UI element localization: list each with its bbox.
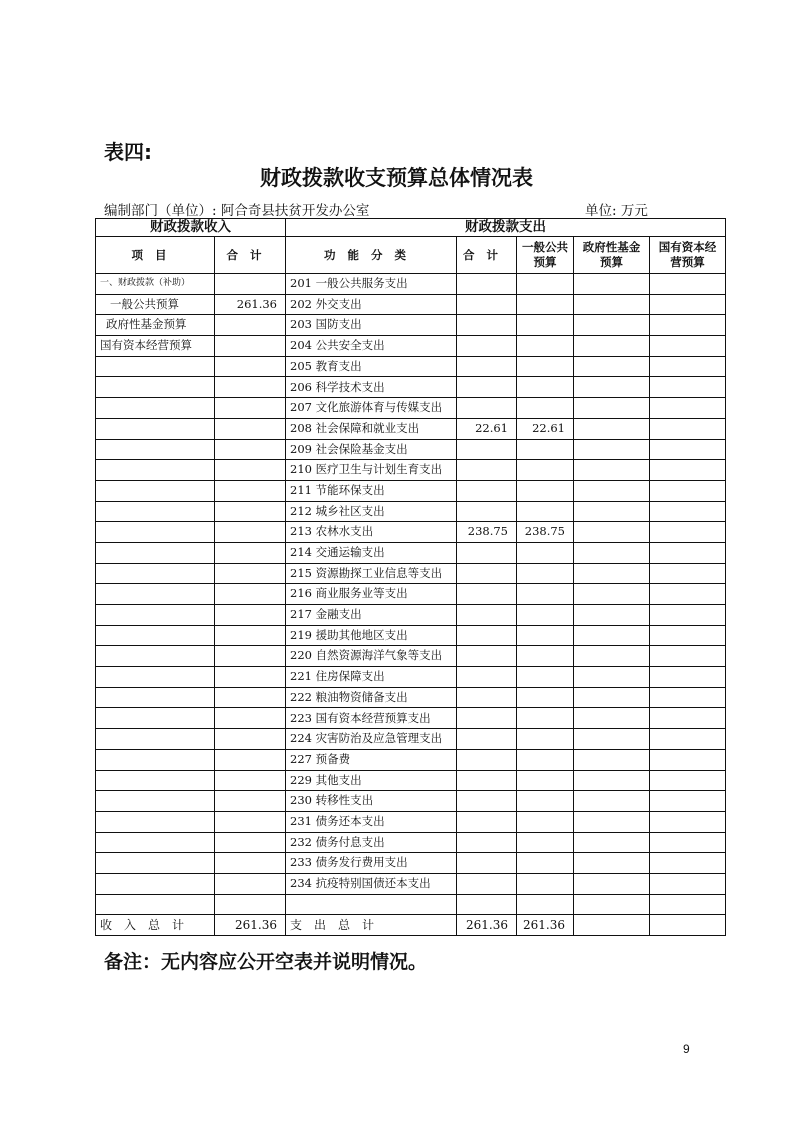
expense-fund-cell	[574, 584, 650, 605]
income-item-cell	[96, 811, 215, 832]
expense-category-cell: 211 节能环保支出	[286, 480, 457, 501]
expense-category-cell: 217 金融支出	[286, 605, 457, 626]
income-amount-cell	[215, 584, 286, 605]
expense-total-cell	[457, 873, 517, 894]
expense-fund-cell	[574, 460, 650, 481]
department-label: 编制部门（单位）: 阿合奇县扶贫开发办公室	[104, 203, 370, 219]
income-amount-cell	[215, 522, 286, 543]
income-amount-cell	[215, 439, 286, 460]
page-number: 9	[683, 1042, 690, 1056]
expense-general-cell	[517, 667, 574, 688]
expense-general-cell	[517, 460, 574, 481]
expense-general-cell	[517, 749, 574, 770]
expense-category-cell: 202 外交支出	[286, 294, 457, 315]
expense-fund-total-value	[574, 915, 650, 936]
expense-general-cell	[517, 542, 574, 563]
income-amount-cell	[215, 315, 286, 336]
expense-fund-cell	[574, 480, 650, 501]
income-amount-cell	[215, 749, 286, 770]
income-item-cell	[96, 439, 215, 460]
expense-category-cell: 230 转移性支出	[286, 791, 457, 812]
expense-total-cell	[457, 274, 517, 295]
expense-total-cell	[457, 894, 517, 915]
expense-total-cell	[457, 315, 517, 336]
expense-category-cell: 207 文化旅游体育与传媒支出	[286, 398, 457, 419]
expense-fund-cell	[574, 832, 650, 853]
expense-general-cell	[517, 439, 574, 460]
table-row	[96, 584, 726, 605]
income-amount-cell	[215, 894, 286, 915]
expense-total-cell	[457, 687, 517, 708]
expense-soe-cell	[650, 708, 726, 729]
expense-total-value: 261.36	[457, 915, 517, 936]
income-amount-cell	[215, 542, 286, 563]
header-category: 功能分类	[286, 237, 457, 274]
expense-soe-cell	[650, 480, 726, 501]
table-row	[96, 274, 726, 295]
income-amount-cell	[215, 501, 286, 522]
expense-category-cell: 229 其他支出	[286, 770, 457, 791]
income-item-cell	[96, 708, 215, 729]
expense-total-cell	[457, 811, 517, 832]
table-row	[96, 770, 726, 791]
expense-category-cell: 208 社会保障和就业支出	[286, 418, 457, 439]
expense-total-cell	[457, 625, 517, 646]
expense-category-cell: 210 医疗卫生与计划生育支出	[286, 460, 457, 481]
expense-total-cell	[457, 501, 517, 522]
expense-soe-cell	[650, 418, 726, 439]
expense-general-cell	[517, 729, 574, 750]
expense-soe-cell	[650, 832, 726, 853]
expense-general-cell	[517, 894, 574, 915]
footnote: 备注：无内容应公开空表并说明情况。	[104, 951, 428, 973]
header-income-total: 合计	[215, 237, 286, 274]
income-item-cell	[96, 687, 215, 708]
expense-fund-cell	[574, 439, 650, 460]
table-row	[96, 749, 726, 770]
table-row	[96, 418, 726, 439]
income-amount-cell	[215, 646, 286, 667]
totals-row	[96, 915, 726, 936]
expense-general-cell	[517, 584, 574, 605]
expense-soe-cell	[650, 460, 726, 481]
expense-fund-cell	[574, 377, 650, 398]
expense-total-cell	[457, 749, 517, 770]
income-item-cell	[96, 791, 215, 812]
income-amount-cell	[215, 274, 286, 295]
table-row	[96, 708, 726, 729]
table-row	[96, 460, 726, 481]
income-amount-cell	[215, 460, 286, 481]
expense-category-cell: 221 住房保障支出	[286, 667, 457, 688]
expense-fund-cell	[574, 336, 650, 357]
expense-general-cell: 238.75	[517, 522, 574, 543]
expense-total-cell	[457, 356, 517, 377]
income-item-cell	[96, 832, 215, 853]
expense-general-cell	[517, 873, 574, 894]
expense-soe-cell	[650, 315, 726, 336]
table-row	[96, 729, 726, 750]
expense-soe-cell	[650, 749, 726, 770]
expense-general-cell	[517, 501, 574, 522]
table-row	[96, 811, 726, 832]
expense-fund-cell	[574, 274, 650, 295]
expense-fund-cell	[574, 563, 650, 584]
expense-general-cell	[517, 398, 574, 419]
expense-total-cell	[457, 460, 517, 481]
expense-total-cell	[457, 480, 517, 501]
table-row	[96, 336, 726, 357]
expense-general-cell	[517, 791, 574, 812]
expense-soe-cell	[650, 377, 726, 398]
income-amount-cell	[215, 605, 286, 626]
expense-category-cell: 205 教育支出	[286, 356, 457, 377]
income-item-cell: 一、财政拨款（补助）	[96, 274, 215, 295]
expense-soe-cell	[650, 770, 726, 791]
expense-soe-cell	[650, 501, 726, 522]
expense-total-cell: 238.75	[457, 522, 517, 543]
expense-soe-cell	[650, 894, 726, 915]
income-item-cell	[96, 480, 215, 501]
income-item-cell	[96, 770, 215, 791]
expense-category-cell: 224 灾害防治及应急管理支出	[286, 729, 457, 750]
income-item-cell	[96, 625, 215, 646]
income-item-cell	[96, 873, 215, 894]
expense-soe-cell	[650, 687, 726, 708]
income-item-cell	[96, 377, 215, 398]
header-item: 项目	[96, 237, 215, 274]
expense-general-cell	[517, 356, 574, 377]
expense-soe-cell	[650, 729, 726, 750]
expense-fund-cell	[574, 749, 650, 770]
expense-total-cell	[457, 605, 517, 626]
table-row	[96, 894, 726, 915]
table-number-label: 表四:	[104, 140, 152, 164]
table-row	[96, 501, 726, 522]
income-amount-cell	[215, 832, 286, 853]
income-item-cell	[96, 749, 215, 770]
expense-general-cell	[517, 853, 574, 874]
income-amount-cell	[215, 625, 286, 646]
expense-fund-cell	[574, 667, 650, 688]
table-row	[96, 522, 726, 543]
expense-category-cell: 213 农林水支出	[286, 522, 457, 543]
table-row	[96, 625, 726, 646]
table-row	[96, 832, 726, 853]
expense-general-cell	[517, 274, 574, 295]
income-amount-cell	[215, 853, 286, 874]
expense-fund-cell	[574, 687, 650, 708]
expense-fund-cell	[574, 770, 650, 791]
expense-general-cell	[517, 770, 574, 791]
expense-soe-cell	[650, 667, 726, 688]
table-row	[96, 646, 726, 667]
income-item-cell	[96, 522, 215, 543]
table-row	[96, 398, 726, 419]
expense-category-cell: 209 社会保险基金支出	[286, 439, 457, 460]
expense-total-cell	[457, 377, 517, 398]
expense-soe-cell	[650, 356, 726, 377]
expense-total-cell	[457, 791, 517, 812]
income-item-cell	[96, 563, 215, 584]
expense-fund-cell	[574, 356, 650, 377]
expense-category-cell: 206 科学技术支出	[286, 377, 457, 398]
income-amount-cell	[215, 667, 286, 688]
expense-category-cell: 203 国防支出	[286, 315, 457, 336]
expense-soe-cell	[650, 522, 726, 543]
expense-soe-cell	[650, 791, 726, 812]
expense-soe-cell	[650, 336, 726, 357]
income-amount-cell	[215, 708, 286, 729]
expense-total-cell	[457, 336, 517, 357]
income-amount-cell	[215, 873, 286, 894]
expense-soe-cell	[650, 853, 726, 874]
table-row	[96, 853, 726, 874]
income-amount-cell	[215, 336, 286, 357]
income-amount-cell	[215, 729, 286, 750]
income-item-cell	[96, 542, 215, 563]
header-general-budget: 一般公共预算	[517, 237, 574, 274]
income-item-cell: 政府性基金预算	[96, 315, 215, 336]
income-amount-cell	[215, 480, 286, 501]
table-row	[96, 605, 726, 626]
expense-soe-cell	[650, 811, 726, 832]
table-row	[96, 667, 726, 688]
expense-category-cell: 201 一般公共服务支出	[286, 274, 457, 295]
expense-fund-cell	[574, 418, 650, 439]
income-item-cell	[96, 356, 215, 377]
expense-general-cell	[517, 480, 574, 501]
expense-band-header: 财政拨款支出	[286, 219, 726, 237]
income-item-cell	[96, 853, 215, 874]
income-item-cell	[96, 667, 215, 688]
budget-table	[95, 218, 726, 936]
expense-category-cell: 219 援助其他地区支出	[286, 625, 457, 646]
expense-total-cell	[457, 294, 517, 315]
income-amount-cell	[215, 563, 286, 584]
expense-total-cell	[457, 667, 517, 688]
expense-total-label: 支出总计	[286, 915, 457, 936]
expense-soe-cell	[650, 584, 726, 605]
column-header-row	[96, 237, 726, 274]
income-item-cell: 一般公共预算	[96, 294, 215, 315]
header-expense-total: 合计	[457, 237, 517, 274]
income-item-cell	[96, 729, 215, 750]
expense-general-cell	[517, 625, 574, 646]
expense-general-cell	[517, 377, 574, 398]
income-band-header: 财政拨款收入	[96, 219, 286, 237]
expense-category-cell: 212 城乡社区支出	[286, 501, 457, 522]
income-amount-cell	[215, 687, 286, 708]
expense-category-cell: 231 债务还本支出	[286, 811, 457, 832]
income-amount-cell: 261.36	[215, 294, 286, 315]
expense-fund-cell	[574, 605, 650, 626]
table-row	[96, 480, 726, 501]
expense-fund-cell	[574, 501, 650, 522]
income-item-cell: 国有资本经营预算	[96, 336, 215, 357]
income-item-cell	[96, 894, 215, 915]
expense-fund-cell	[574, 791, 650, 812]
expense-general-cell	[517, 336, 574, 357]
income-item-cell	[96, 460, 215, 481]
expense-total-cell	[457, 770, 517, 791]
table-row	[96, 542, 726, 563]
expense-soe-cell	[650, 563, 726, 584]
expense-soe-cell	[650, 294, 726, 315]
income-amount-cell	[215, 356, 286, 377]
expense-fund-cell	[574, 811, 650, 832]
expense-total-cell	[457, 646, 517, 667]
expense-fund-cell	[574, 894, 650, 915]
expense-category-cell: 222 粮油物资储备支出	[286, 687, 457, 708]
table-row	[96, 356, 726, 377]
expense-fund-cell	[574, 646, 650, 667]
income-amount-cell	[215, 398, 286, 419]
expense-total-cell	[457, 853, 517, 874]
expense-general-cell	[517, 646, 574, 667]
expense-total-cell	[457, 832, 517, 853]
expense-soe-cell	[650, 646, 726, 667]
expense-category-cell: 220 自然资源海洋气象等支出	[286, 646, 457, 667]
expense-category-cell: 216 商业服务业等支出	[286, 584, 457, 605]
income-item-cell	[96, 398, 215, 419]
expense-category-cell: 215 资源勘探工业信息等支出	[286, 563, 457, 584]
income-amount-cell	[215, 770, 286, 791]
expense-soe-cell	[650, 274, 726, 295]
currency-unit-label: 单位: 万元	[585, 203, 648, 219]
expense-fund-cell	[574, 625, 650, 646]
table-row	[96, 687, 726, 708]
band-row	[96, 219, 726, 237]
expense-general-cell	[517, 687, 574, 708]
expense-general-cell	[517, 811, 574, 832]
expense-category-cell: 233 债务发行费用支出	[286, 853, 457, 874]
expense-category-cell: 223 国有资本经营预算支出	[286, 708, 457, 729]
expense-category-cell: 234 抗疫特别国债还本支出	[286, 873, 457, 894]
expense-soe-total-value	[650, 915, 726, 936]
table-row	[96, 377, 726, 398]
expense-fund-cell	[574, 294, 650, 315]
expense-soe-cell	[650, 398, 726, 419]
expense-general-cell	[517, 832, 574, 853]
expense-general-cell	[517, 605, 574, 626]
income-total-label: 收入总计	[96, 915, 215, 936]
expense-soe-cell	[650, 873, 726, 894]
expense-soe-cell	[650, 625, 726, 646]
expense-soe-cell	[650, 439, 726, 460]
table-row	[96, 439, 726, 460]
income-amount-cell	[215, 377, 286, 398]
expense-fund-cell	[574, 522, 650, 543]
expense-category-cell: 204 公共安全支出	[286, 336, 457, 357]
income-item-cell	[96, 646, 215, 667]
expense-category-cell	[286, 894, 457, 915]
table-row	[96, 315, 726, 336]
income-amount-cell	[215, 418, 286, 439]
expense-total-cell	[457, 563, 517, 584]
expense-fund-cell	[574, 729, 650, 750]
expense-total-cell	[457, 542, 517, 563]
expense-category-cell: 227 预备费	[286, 749, 457, 770]
income-item-cell	[96, 501, 215, 522]
expense-general-cell	[517, 315, 574, 336]
header-soe-budget: 国有资本经营预算	[650, 237, 726, 274]
income-item-cell	[96, 418, 215, 439]
table-row	[96, 294, 726, 315]
income-item-cell	[96, 584, 215, 605]
expense-general-cell: 22.61	[517, 418, 574, 439]
page-title: 财政拨款收支预算总体情况表	[260, 166, 533, 190]
header-fund-budget: 政府性基金预算	[574, 237, 650, 274]
expense-fund-cell	[574, 853, 650, 874]
income-amount-cell	[215, 791, 286, 812]
expense-soe-cell	[650, 605, 726, 626]
expense-fund-cell	[574, 542, 650, 563]
expense-total-cell	[457, 584, 517, 605]
expense-general-cell	[517, 294, 574, 315]
table-row	[96, 873, 726, 894]
expense-fund-cell	[574, 398, 650, 419]
expense-general-cell	[517, 563, 574, 584]
expense-total-cell	[457, 398, 517, 419]
expense-total-cell	[457, 708, 517, 729]
expense-fund-cell	[574, 873, 650, 894]
income-amount-cell	[215, 811, 286, 832]
income-total-value: 261.36	[215, 915, 286, 936]
income-item-cell	[96, 605, 215, 626]
expense-total-cell	[457, 729, 517, 750]
expense-total-cell	[457, 439, 517, 460]
expense-general-total-value: 261.36	[517, 915, 574, 936]
expense-fund-cell	[574, 708, 650, 729]
expense-general-cell	[517, 708, 574, 729]
expense-category-cell: 232 债务付息支出	[286, 832, 457, 853]
expense-total-cell: 22.61	[457, 418, 517, 439]
expense-soe-cell	[650, 542, 726, 563]
table-row	[96, 563, 726, 584]
table-row	[96, 791, 726, 812]
expense-fund-cell	[574, 315, 650, 336]
expense-category-cell: 214 交通运输支出	[286, 542, 457, 563]
